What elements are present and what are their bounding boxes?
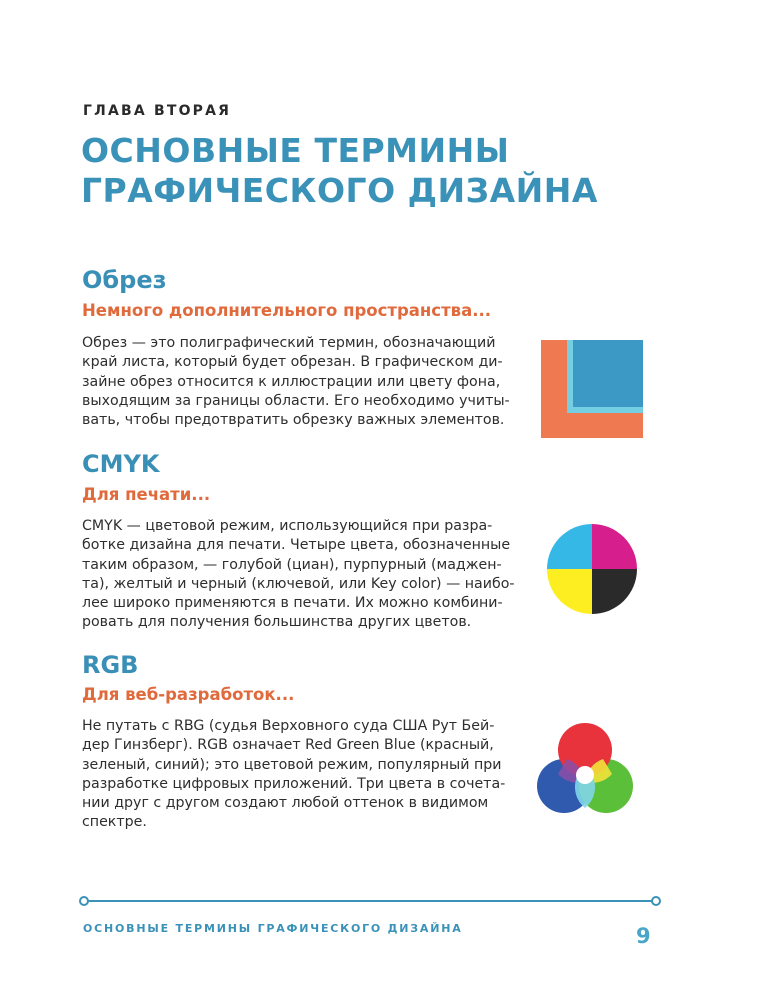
footer-divider-dot-right [651, 896, 661, 906]
section-subtitle-rgb: Для веб-разработок... [82, 685, 295, 704]
cmyk-color-wheel [547, 524, 637, 614]
page-title [81, 131, 701, 211]
body-line: зеленый, синий); это цветовой режим, популярный при [82, 756, 502, 773]
section-title-cmyk: CMYK [82, 450, 160, 478]
body-line: выходящим за границы области. Его необходимо учиты- [82, 392, 510, 409]
body-line: разработке цифровых приложений. Три цвета в сочета- [82, 775, 506, 792]
section-subtitle-cmyk: Для печати... [82, 485, 211, 504]
body-line: дер Гинзберг). RGB означает Red Green Blue (красный, [82, 737, 494, 754]
body-line: CMYK — цветовой режим, использующийся при разра- [82, 518, 493, 534]
chapter-label: ГЛАВА ВТОРАЯ [83, 103, 232, 119]
page-title-line-1: ОСНОВНЫЕ ТЕРМИНЫ [81, 131, 510, 170]
body-line: Не путать с RBG (судья Верховного суда США Рут Бей- [82, 718, 495, 734]
section-body-cmyk [82, 517, 515, 633]
page-title-line-2: ГРАФИЧЕСКОГО ДИЗАЙНА [81, 171, 598, 210]
bleed-illustration [541, 340, 643, 438]
footer-divider-dot-left [79, 896, 89, 906]
body-line: Обрез — это полиграфический термин, обозначающий [82, 335, 496, 351]
body-line: ботке дизайна для печати. Четыре цвета, обозначенные [82, 537, 511, 554]
body-line: ровать для получения большинства других цветов. [82, 614, 472, 631]
bleed-inner-area [573, 340, 643, 407]
cmyk-cyan-quadrant [547, 524, 592, 569]
body-line: зайне обрез относится к иллюстрации или цвету фона, [82, 373, 501, 390]
page-number: 9 [636, 924, 651, 948]
body-line: нии друг с другом создают любой оттенок в видимом [82, 795, 489, 812]
footer-running-title: ОСНОВНЫЕ ТЕРМИНЫ ГРАФИЧЕСКОГО ДИЗАЙНА [83, 922, 463, 935]
footer-divider [83, 900, 655, 902]
cmyk-black-quadrant [592, 569, 637, 614]
section-subtitle-bleed: Немного дополнительного пространства... [82, 301, 492, 320]
body-line: вать, чтобы предотвратить обрезку важных элементов. [82, 412, 505, 429]
section-title-bleed: Обрез [82, 266, 167, 294]
body-line: спектре. [82, 814, 147, 831]
rgb-white-center [576, 766, 594, 784]
section-title-rgb: RGB [82, 651, 139, 679]
cmyk-magenta-quadrant [592, 524, 637, 569]
body-line: лее широко применяются в печати. Их можно комбини- [82, 595, 503, 612]
section-body-bleed [82, 334, 510, 430]
body-line: та), желтый и черный (ключевой, или Key color) — наибо- [82, 575, 515, 592]
body-line: край листа, который будет обрезан. В графическом ди- [82, 354, 503, 371]
section-body-rgb [82, 717, 506, 833]
body-line: таким образом, — голубой (циан), пурпурный (маджен- [82, 556, 502, 573]
rgb-venn-diagram [535, 722, 665, 814]
cmyk-yellow-quadrant [547, 569, 592, 614]
